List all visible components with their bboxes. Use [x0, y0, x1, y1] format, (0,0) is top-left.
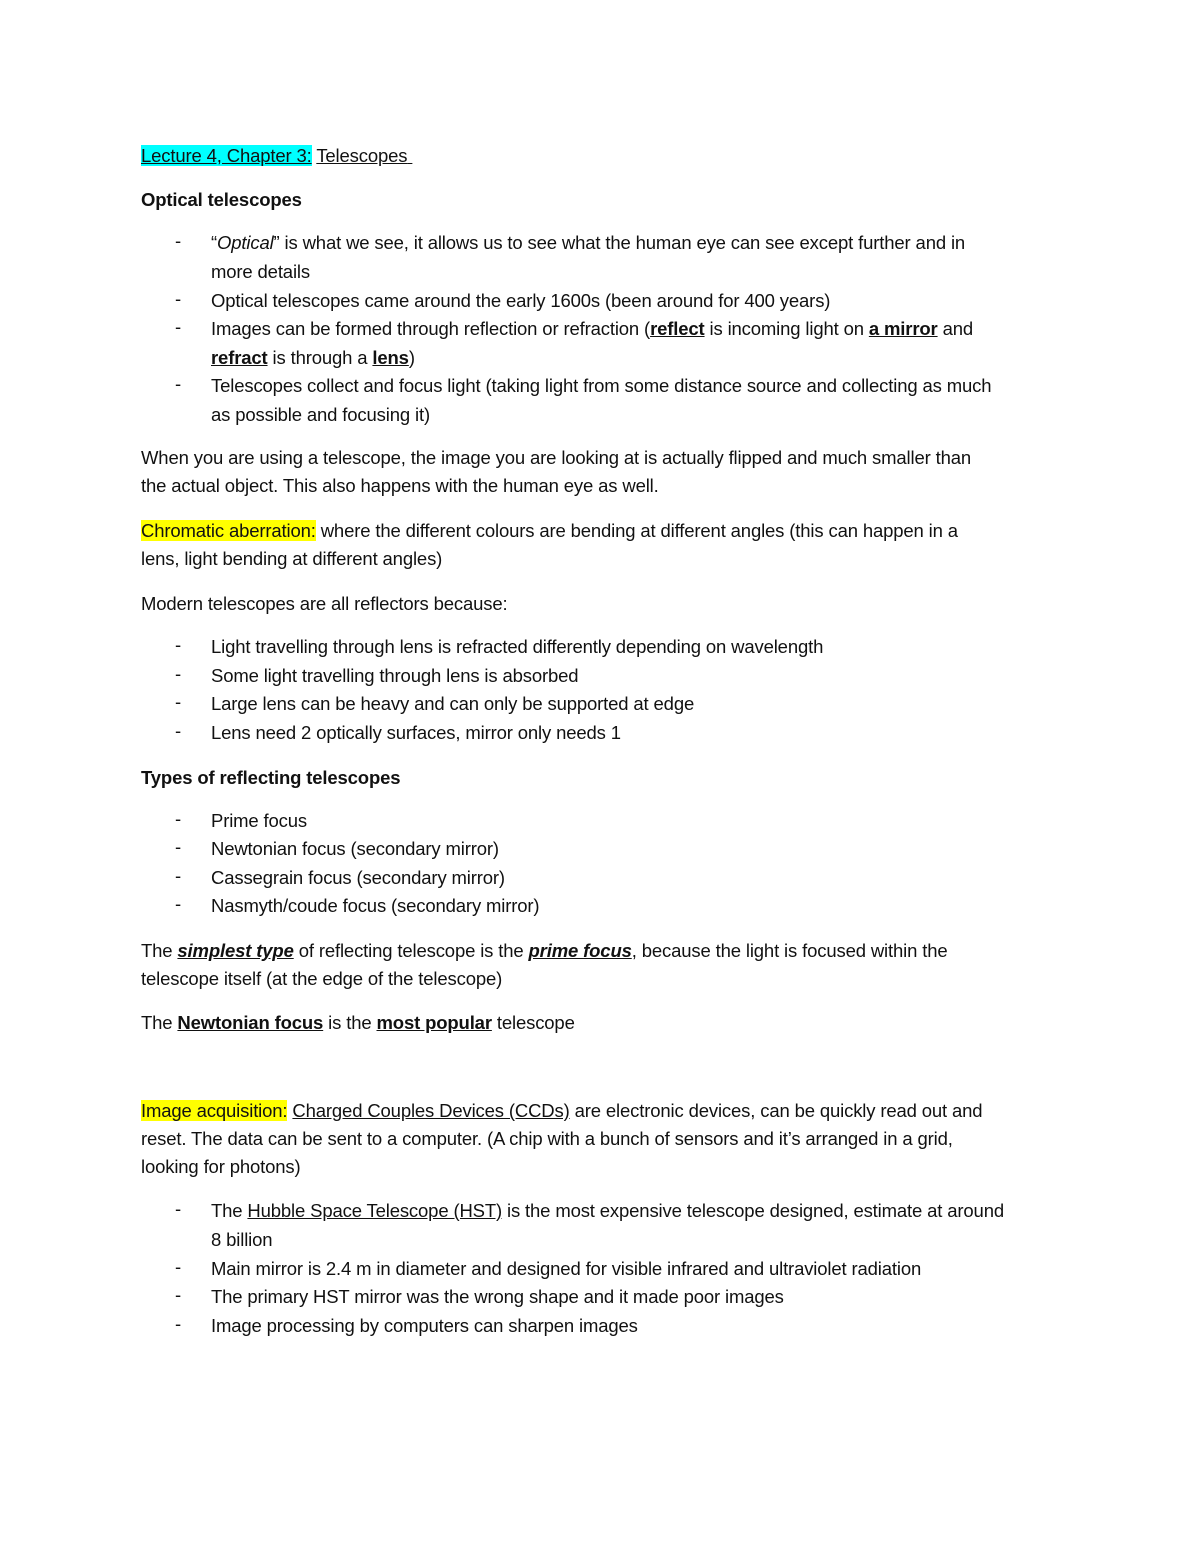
paragraph-chromatic-aberration: Chromatic aberration: where the different colours are bending at different angles (this can happen in a lens, light bending at different angles) [141, 520, 958, 569]
term-chromatic-aberration: Chromatic aberration: [141, 520, 316, 541]
bullet-reflection-refraction: Images can be formed through reflection or refraction (reflect is incoming light on a mirror and refract is through a lens) [211, 318, 973, 368]
bullet-dash: - [175, 373, 182, 394]
list-item: Cassegrain focus (secondary mirror) [211, 867, 505, 888]
bullet-collect-light: Telescopes collect and focus light (taking light from some distance source and collecting as much as possible and focusing it) [211, 375, 992, 425]
lecture-topic: Telescopes [316, 145, 408, 166]
bullet-wrong-shape: The primary HST mirror was the wrong shape and it made poor images [211, 1286, 784, 1307]
bullet-main-mirror: Main mirror is 2.4 m in diameter and designed for visible infrared and ultraviolet radiation [211, 1258, 922, 1279]
bullet-dash: - [175, 808, 182, 829]
bullet-dash: - [175, 1198, 182, 1219]
list-item: Some light travelling through lens is absorbed [211, 665, 579, 686]
term-ccd: Charged Couples Devices (CCDs) [292, 1100, 570, 1121]
lecture-label: Lecture 4, Chapter 3: [141, 145, 312, 166]
list-item: Newtonian focus (secondary mirror) [211, 838, 499, 859]
list-item: Light travelling through lens is refracted differently depending on wavelength [211, 636, 824, 657]
term-mirror: a mirror [868, 318, 938, 339]
bullet-1600s: Optical telescopes came around the early 1600s (been around for 400 years) [211, 290, 831, 311]
bullet-dash: - [175, 1313, 182, 1334]
bullet-hubble-cost: The Hubble Space Telescope (HST) is the most expensive telescope designed, estimate at around 8 billion [211, 1200, 1004, 1250]
list-item: Large lens can be heavy and can only be supported at edge [211, 693, 695, 714]
paragraph-modern-telescopes: Modern telescopes are all reflectors because: [141, 593, 508, 614]
list-item: Prime focus [211, 810, 308, 831]
bullet-dash: - [175, 634, 182, 655]
bullet-dash: - [175, 230, 182, 251]
bullet-dash: - [175, 865, 182, 886]
bullet-dash: - [175, 691, 182, 712]
optical-term: Optical [217, 232, 274, 253]
term-most-popular: most popular [376, 1012, 492, 1033]
term-newtonian-focus: Newtonian focus [177, 1012, 324, 1033]
lecture-title [141, 142, 412, 170]
list-item: Nasmyth/coude focus (secondary mirror) [211, 895, 540, 916]
bullet-dash: - [175, 720, 182, 741]
section-heading-types: Types of reflecting telescopes [141, 767, 401, 788]
term-simplest-type: simplest type [177, 940, 294, 961]
bullet-optical-definition: “Optical” is what we see, it allows us to see what the human eye can see except further and in more details [211, 232, 966, 282]
term-image-acquisition: Image acquisition: [141, 1100, 288, 1121]
list-item: Lens need 2 optically surfaces, mirror only needs 1 [211, 722, 621, 743]
term-refract: refract [211, 346, 268, 368]
bullet-dash: - [175, 893, 182, 914]
term-lens: lens [372, 346, 409, 368]
term-hubble: Hubble Space Telescope (HST) [247, 1200, 503, 1221]
bullet-dash: - [175, 1256, 182, 1277]
bullet-dash: - [175, 316, 182, 337]
paragraph-image-flipped: When you are using a telescope, the image you are looking at is actually flipped and much smaller than the actual object. This also happens with the human eye as well. [141, 447, 972, 496]
bullet-dash: - [175, 663, 182, 684]
paragraph-simplest-type: The simplest type of reflecting telescope is the prime focus, because the light is focused within the telescope itself (at the edge of the telescope) [141, 940, 948, 989]
bullet-dash: - [175, 836, 182, 857]
paragraph-image-acquisition: Image acquisition: Charged Couples Devices (CCDs) are electronic devices, can be quickly read out and reset. The data can be sent to a computer. (A chip with a bunch of sensors and it’s arranged in a grid, looking for photons) [141, 1100, 983, 1177]
bullet-dash: - [175, 288, 182, 309]
bullet-image-processing: Image processing by computers can sharpen images [211, 1315, 638, 1336]
bullet-dash: - [175, 1284, 182, 1305]
section-heading-optical: Optical telescopes [141, 189, 302, 210]
term-prime-focus: prime focus [528, 940, 632, 961]
term-reflect: reflect [650, 318, 705, 339]
paragraph-newtonian: The Newtonian focus is the most popular telescope [141, 1012, 575, 1033]
